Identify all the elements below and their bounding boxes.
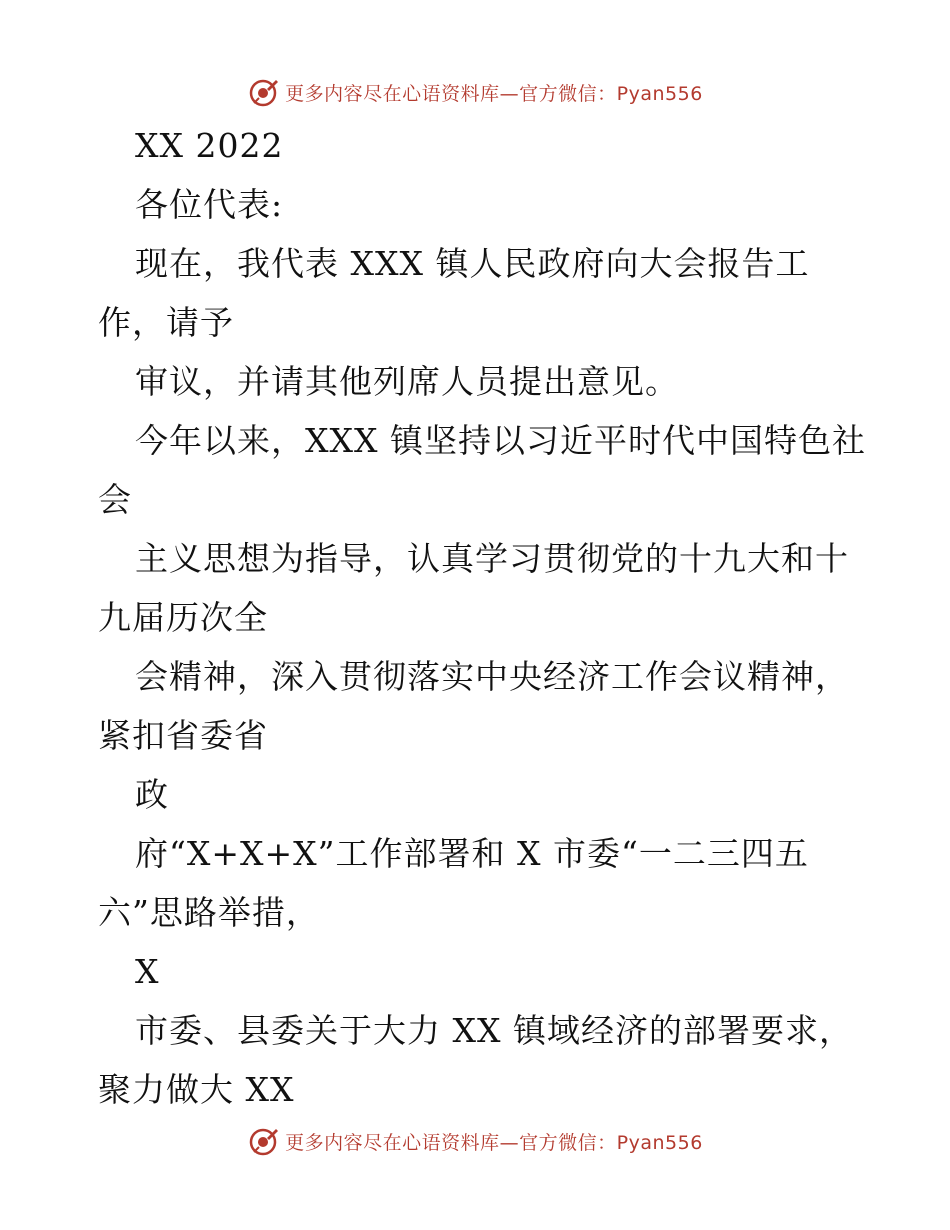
pen-logo-icon [247,1125,279,1157]
text-line: 审议，并请其他列席人员提出意见。 [135,362,679,401]
text-line: 九届历次全 [98,598,268,637]
text-line: 各位代表: [135,185,284,224]
text-line: XX 2022 [135,126,284,165]
text-line: 六”思路举措， [98,893,320,932]
text-line: 会精神，深入贯彻落实中央经济工作会议精神， [135,657,849,696]
text-line: 府“X+X+X”工作部署和 X 市委“一二三四五 [135,834,809,873]
text-line: 紧扣省委省 [98,716,268,755]
header-banner [0,72,950,112]
text-line: 政 [135,775,169,814]
text-line: 市委、县委关于大力 XX 镇域经济的部署要求， [135,1011,853,1050]
footer-banner [0,1121,950,1161]
text-line: 今年以来，XXX 镇坚持以习近平时代中国特色社 [135,421,866,460]
text-line: 聚力做大 XX [98,1070,295,1109]
text-line: X [135,952,160,991]
text-line: 会 [98,480,132,519]
pen-logo-icon [247,76,279,108]
banner-text: 更多内容尽在心语资料库—官方微信：Pyan556 [285,82,703,105]
banner-text: 更多内容尽在心语资料库—官方微信：Pyan556 [285,1131,703,1154]
text-line: 现在，我代表 XXX 镇人民政府向大会报告工 [135,244,810,283]
text-line: 作，请予 [98,303,234,342]
text-line: 主义思想为指导，认真学习贯彻党的十九大和十 [135,539,849,578]
